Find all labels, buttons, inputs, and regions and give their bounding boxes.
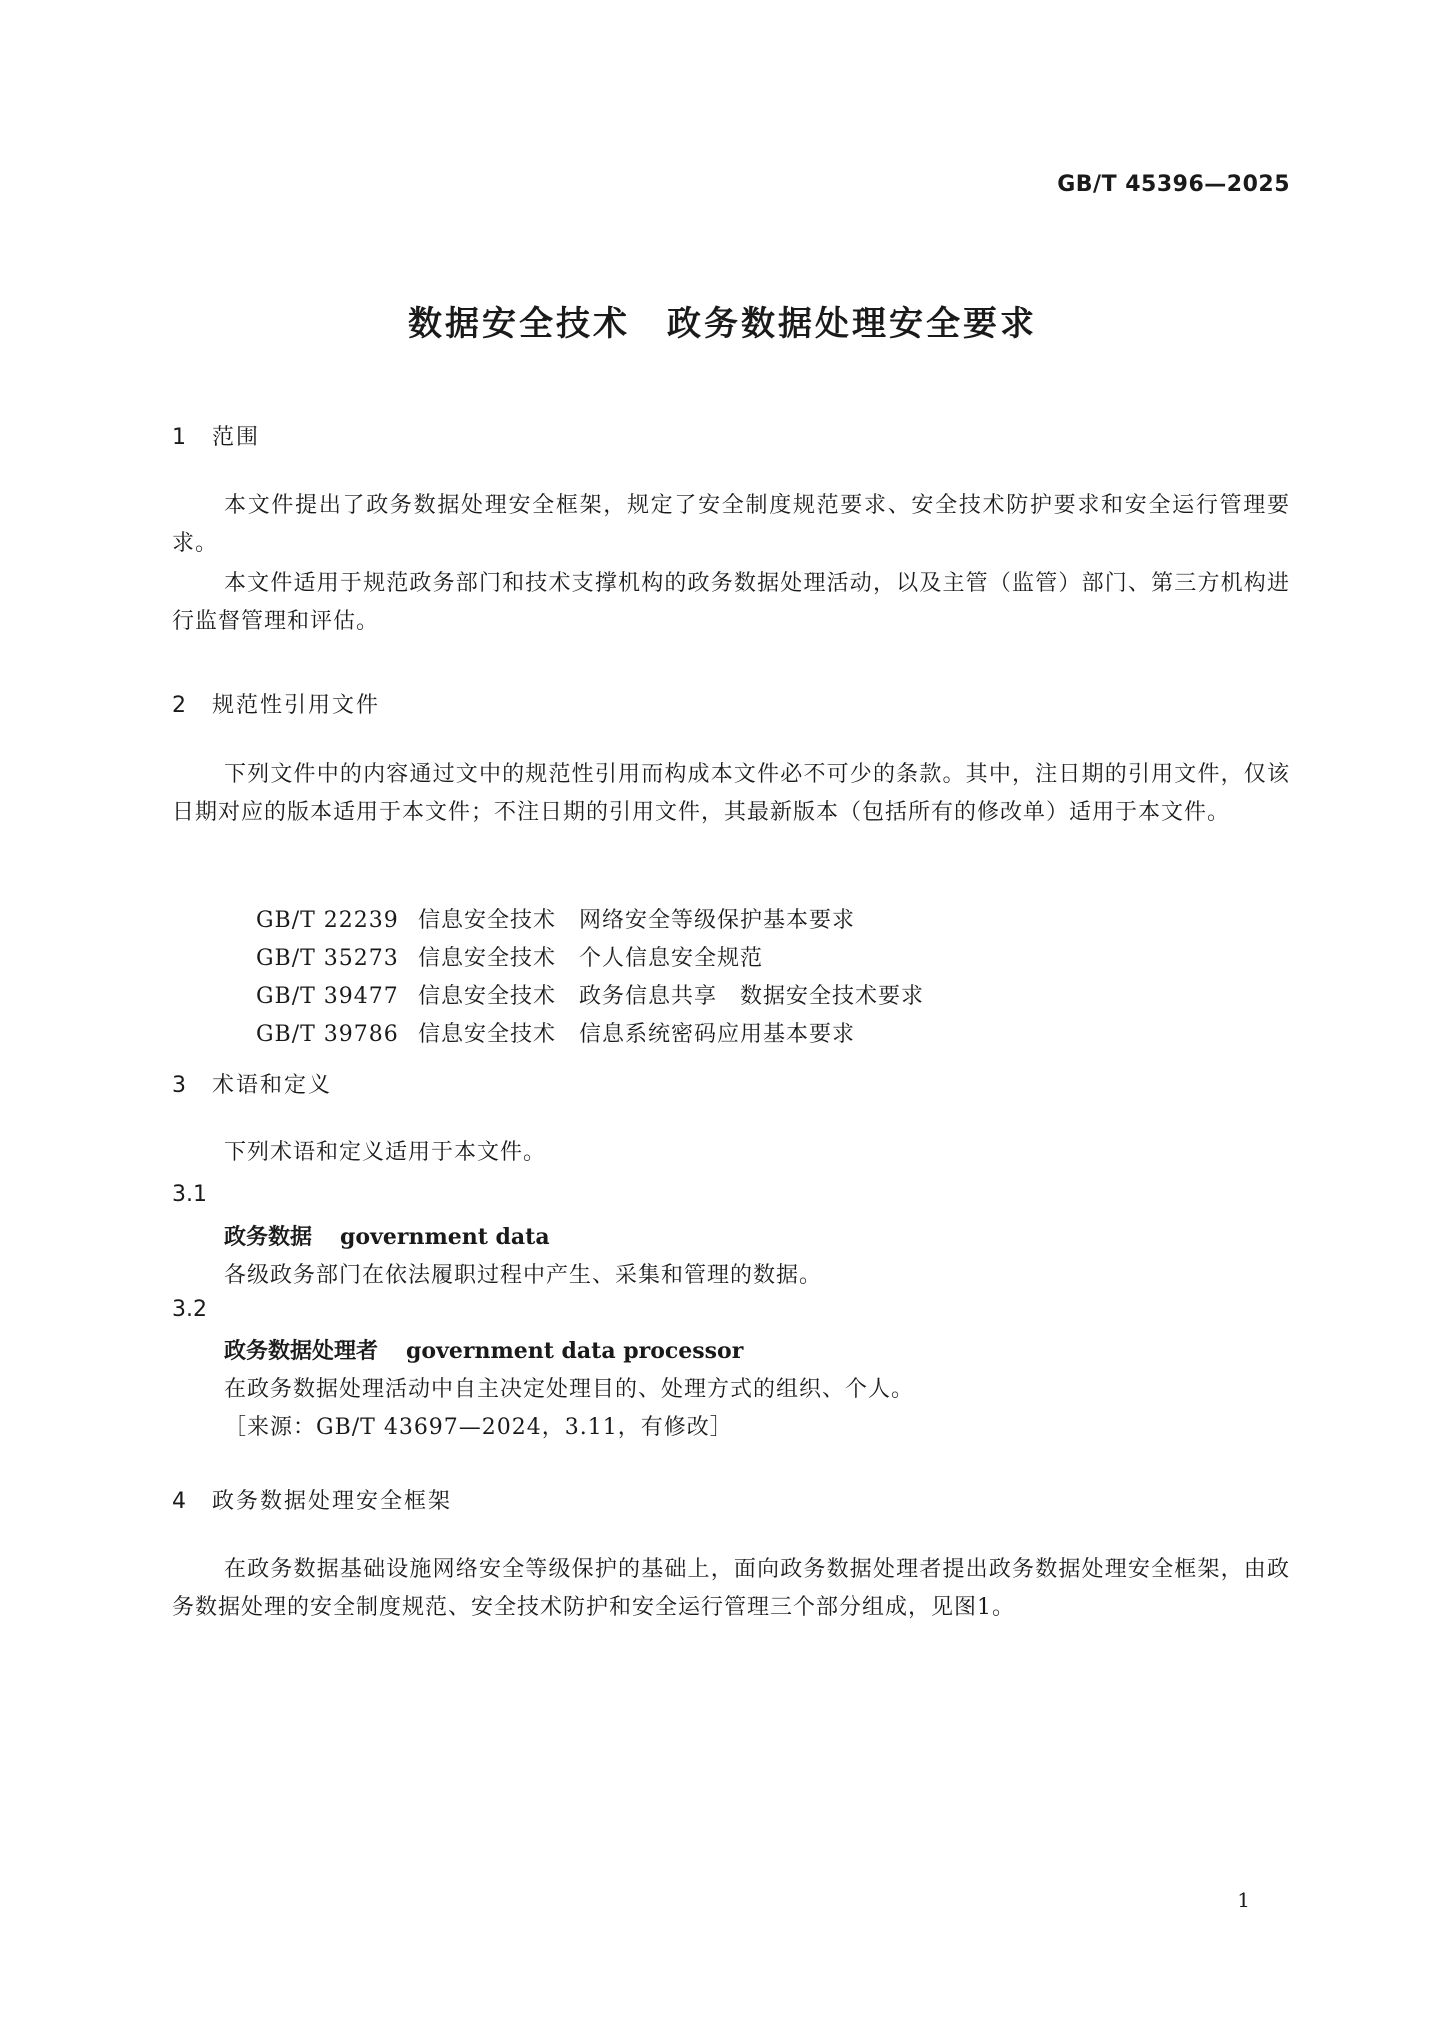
- term-name-en: government data: [340, 1224, 550, 1250]
- section-heading-framework: 4 政务数据处理安全框架: [172, 1489, 452, 1514]
- term-name: [224, 1220, 550, 1251]
- document-title: 数据安全技术 政务数据处理安全要求: [408, 304, 1037, 344]
- term-name-zh: 政务数据处理者: [224, 1339, 379, 1364]
- page-number: 1: [1237, 1888, 1250, 1912]
- scope-paragraph-2: 本文件适用于规范政务部门和技术支撑机构的政务数据处理活动，以及主管（监管）部门、第三方机构进行监督管理和评估。: [172, 571, 1290, 634]
- framework-paragraph: 在政务数据基础设施网络安全等级保护的基础上，面向政务数据处理者提出政务数据处理安全框架，由政务数据处理的安全制度规范、安全技术防护和安全运行管理三个部分组成，见图1。: [172, 1557, 1290, 1620]
- reference-title: 信息安全技术 个人信息安全规范: [417, 946, 763, 971]
- reference-code: GB/T 22239: [255, 908, 399, 933]
- reference-code: GB/T 39477: [255, 984, 399, 1009]
- reference-item: [224, 992, 855, 1073]
- term-number: 3.2: [172, 1297, 207, 1322]
- section-heading-normative-references: 2 规范性引用文件: [172, 693, 380, 718]
- reference-code: GB/T 35273: [255, 946, 399, 971]
- terms-intro-paragraph: 下列术语和定义适用于本文件。: [224, 1140, 547, 1165]
- references-intro-paragraph: 下列文件中的内容通过文中的规范性引用而构成本文件必不可少的条款。其中，注日期的引用文件，仅该日期对应的版本适用于本文件；不注日期的引用文件，其最新版本（包括所有的修改单）适用于本文件。: [172, 762, 1290, 825]
- term-definition: 在政务数据处理活动中自主决定处理目的、处理方式的组织、个人。: [224, 1377, 915, 1402]
- reference-title: 信息安全技术 网络安全等级保护基本要求: [417, 908, 855, 933]
- reference-title: 信息安全技术 政务信息共享 数据安全技术要求: [417, 984, 924, 1009]
- reference-code: GB/T 39786: [255, 1022, 399, 1047]
- term-name: [224, 1334, 743, 1365]
- term-number: 3.1: [172, 1182, 207, 1207]
- standard-number: GB/T 45396—2025: [1057, 172, 1290, 197]
- section-heading-terms: 3 术语和定义: [172, 1073, 332, 1098]
- term-name-en: government data processor: [406, 1338, 744, 1364]
- section-heading-scope: 1 范围: [172, 425, 260, 450]
- term-name-zh: 政务数据: [224, 1225, 313, 1250]
- scope-paragraph-1: 本文件提出了政务数据处理安全框架，规定了安全制度规范要求、安全技术防护要求和安全运行管理要求。: [172, 493, 1290, 556]
- term-definition: 各级政务部门在依法履职过程中产生、采集和管理的数据。: [224, 1263, 823, 1288]
- reference-title: 信息安全技术 信息系统密码应用基本要求: [417, 1022, 855, 1047]
- term-source: ［来源：GB/T 43697—2024，3.11，有修改］: [224, 1415, 733, 1440]
